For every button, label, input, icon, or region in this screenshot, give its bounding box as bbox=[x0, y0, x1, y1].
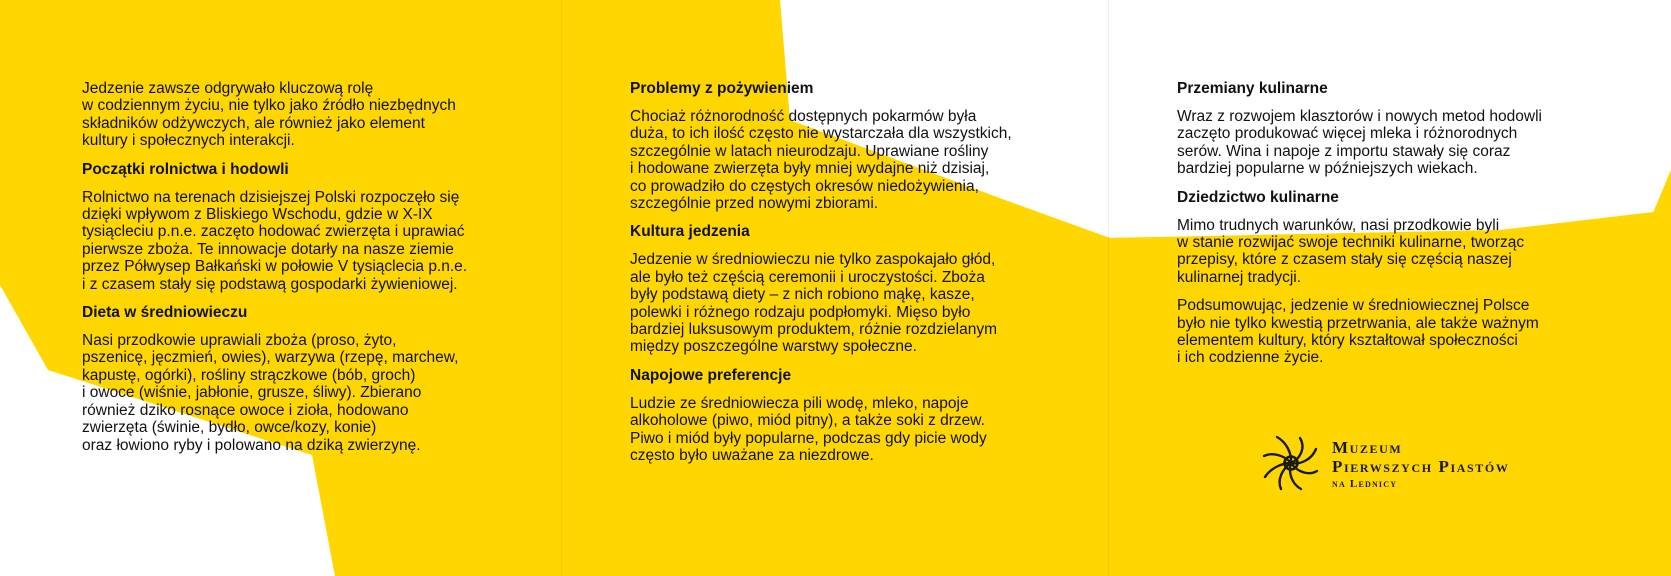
section-heading-agriculture: Początki rolnictwa i hodowli bbox=[82, 160, 289, 178]
intro-paragraph: Jedzenie zawsze odgrywało kluczową rolę w codziennym życiu, nie tylko jako źródło niezbędnych składników odżywczych, ale również jako element kultury i społecznych interakcji. bbox=[82, 80, 456, 150]
fold-line-1 bbox=[561, 0, 562, 576]
section-body-diet: Nasi przodkowie uprawiali zboża (proso, żyto, pszenicę, jęczmień, owies), warzywa (rzepę, marchew, kapustę, ogórki), rośliny strączkowe (bób, groch) i owoce (wiśnie, jabłonie, grusze, śliwy). Zbierano również dziko rosnące owoce i zioła, hodowano zwierzęta (świnie, bydło, owce/kozy, konie) oraz łowiono ryby i polowano na dziką zwierzynę. bbox=[82, 332, 459, 454]
section-body-culinary-changes: Wraz z rozwojem klasztorów i nowych metod hodowli zaczęto produkować więcej mleka i różnorodnych serów. Wina i napoje z importu stawały się coraz bardziej popularne w późniejszych wiekach. bbox=[1177, 108, 1542, 178]
section-heading-food-culture: Kultura jedzenia bbox=[630, 223, 750, 241]
sun-spiral-emblem-icon bbox=[1260, 432, 1322, 494]
logo-line-1: Muzeum bbox=[1332, 438, 1403, 457]
column-right bbox=[1177, 80, 1607, 378]
section-heading-food-problems: Problemy z pożywieniem bbox=[630, 80, 814, 97]
section-heading-culinary-changes: Przemiany kulinarne bbox=[1177, 80, 1328, 97]
closing-paragraph: Podsumowując, jedzenie w średniowiecznej Polsce było nie tylko kwestią przetrwania, ale także ważnym elementem kultury, który kształtował społeczności i ich codzienne życie. bbox=[1177, 297, 1539, 367]
section-heading-diet: Dieta w średniowieczu bbox=[82, 304, 248, 322]
logo-line-3: na Lednicy bbox=[1332, 478, 1398, 490]
section-heading-drinks: Napojowe preferencje bbox=[630, 366, 792, 384]
section-body-drinks: Ludzie ze średniowiecza pili wodę, mleko, napoje alkoholowe (piwo, miód pitny), a także soki z drzew. Piwo i miód były popularne, podczas gdy picie wody często było uważane za niezdrowe. bbox=[630, 394, 987, 465]
logo-line-2: Pierwszych Piastów bbox=[1332, 457, 1510, 476]
section-heading-heritage: Dziedzictwo kulinarne bbox=[1177, 188, 1339, 206]
museum-logo bbox=[1260, 432, 1509, 494]
column-left bbox=[82, 80, 512, 465]
section-body-food-culture: Jedzenie w średniowieczu nie tylko zaspokajało głód, ale było też częścią ceremonii i uroczystości. Zboża były podstawą diety – z nich robiono mąkę, kasze, polewki i różnego rodzaju podpłomyki. Mięso było bardziej luksusowym produktem, różnie rozdzielanym między poszczególne warstwy społeczne. bbox=[630, 251, 997, 356]
section-body-agriculture: Rolnictwo na terenach dzisiejszej Polski rozpoczęło się dzięki wpływom z Bliskiego Wschodu, gdzie w X-IX tysiącleciu p.n.e. zaczęto hodować zwierzęta i uprawiać pierwsze zboża. Te innowacje dotarły na nasze ziemie przez Półwysep Bałkański w połowie V tysiąclecia p.n.e. i z czasem stały się podstawą gospodarki żywieniowej. bbox=[82, 188, 468, 293]
section-body-food-problems: Chociaż różnorodność dostępnych pokarmów była duża, to ich ilość często nie wystarczała dla wszystkich, szczególnie w latach nieurodzaju. Uprawiane rośliny i hodowane zwierzęta były mniej wydajne niż dzisiaj, co prowadziło do częstych okresów niedożywienia, szczególnie przed nowymi zbiorami. bbox=[630, 108, 1012, 213]
section-body-heritage: Mimo trudnych warunków, nasi przodkowie byli w stanie rozwijać swoje techniki kulinarne, tworząc przepisy, które z czasem stały się częścią naszej kulinarnej tradycji. bbox=[1177, 216, 1525, 286]
column-middle bbox=[630, 80, 1060, 476]
fold-line-2 bbox=[1108, 0, 1109, 576]
logo-wordmark bbox=[1332, 438, 1509, 492]
